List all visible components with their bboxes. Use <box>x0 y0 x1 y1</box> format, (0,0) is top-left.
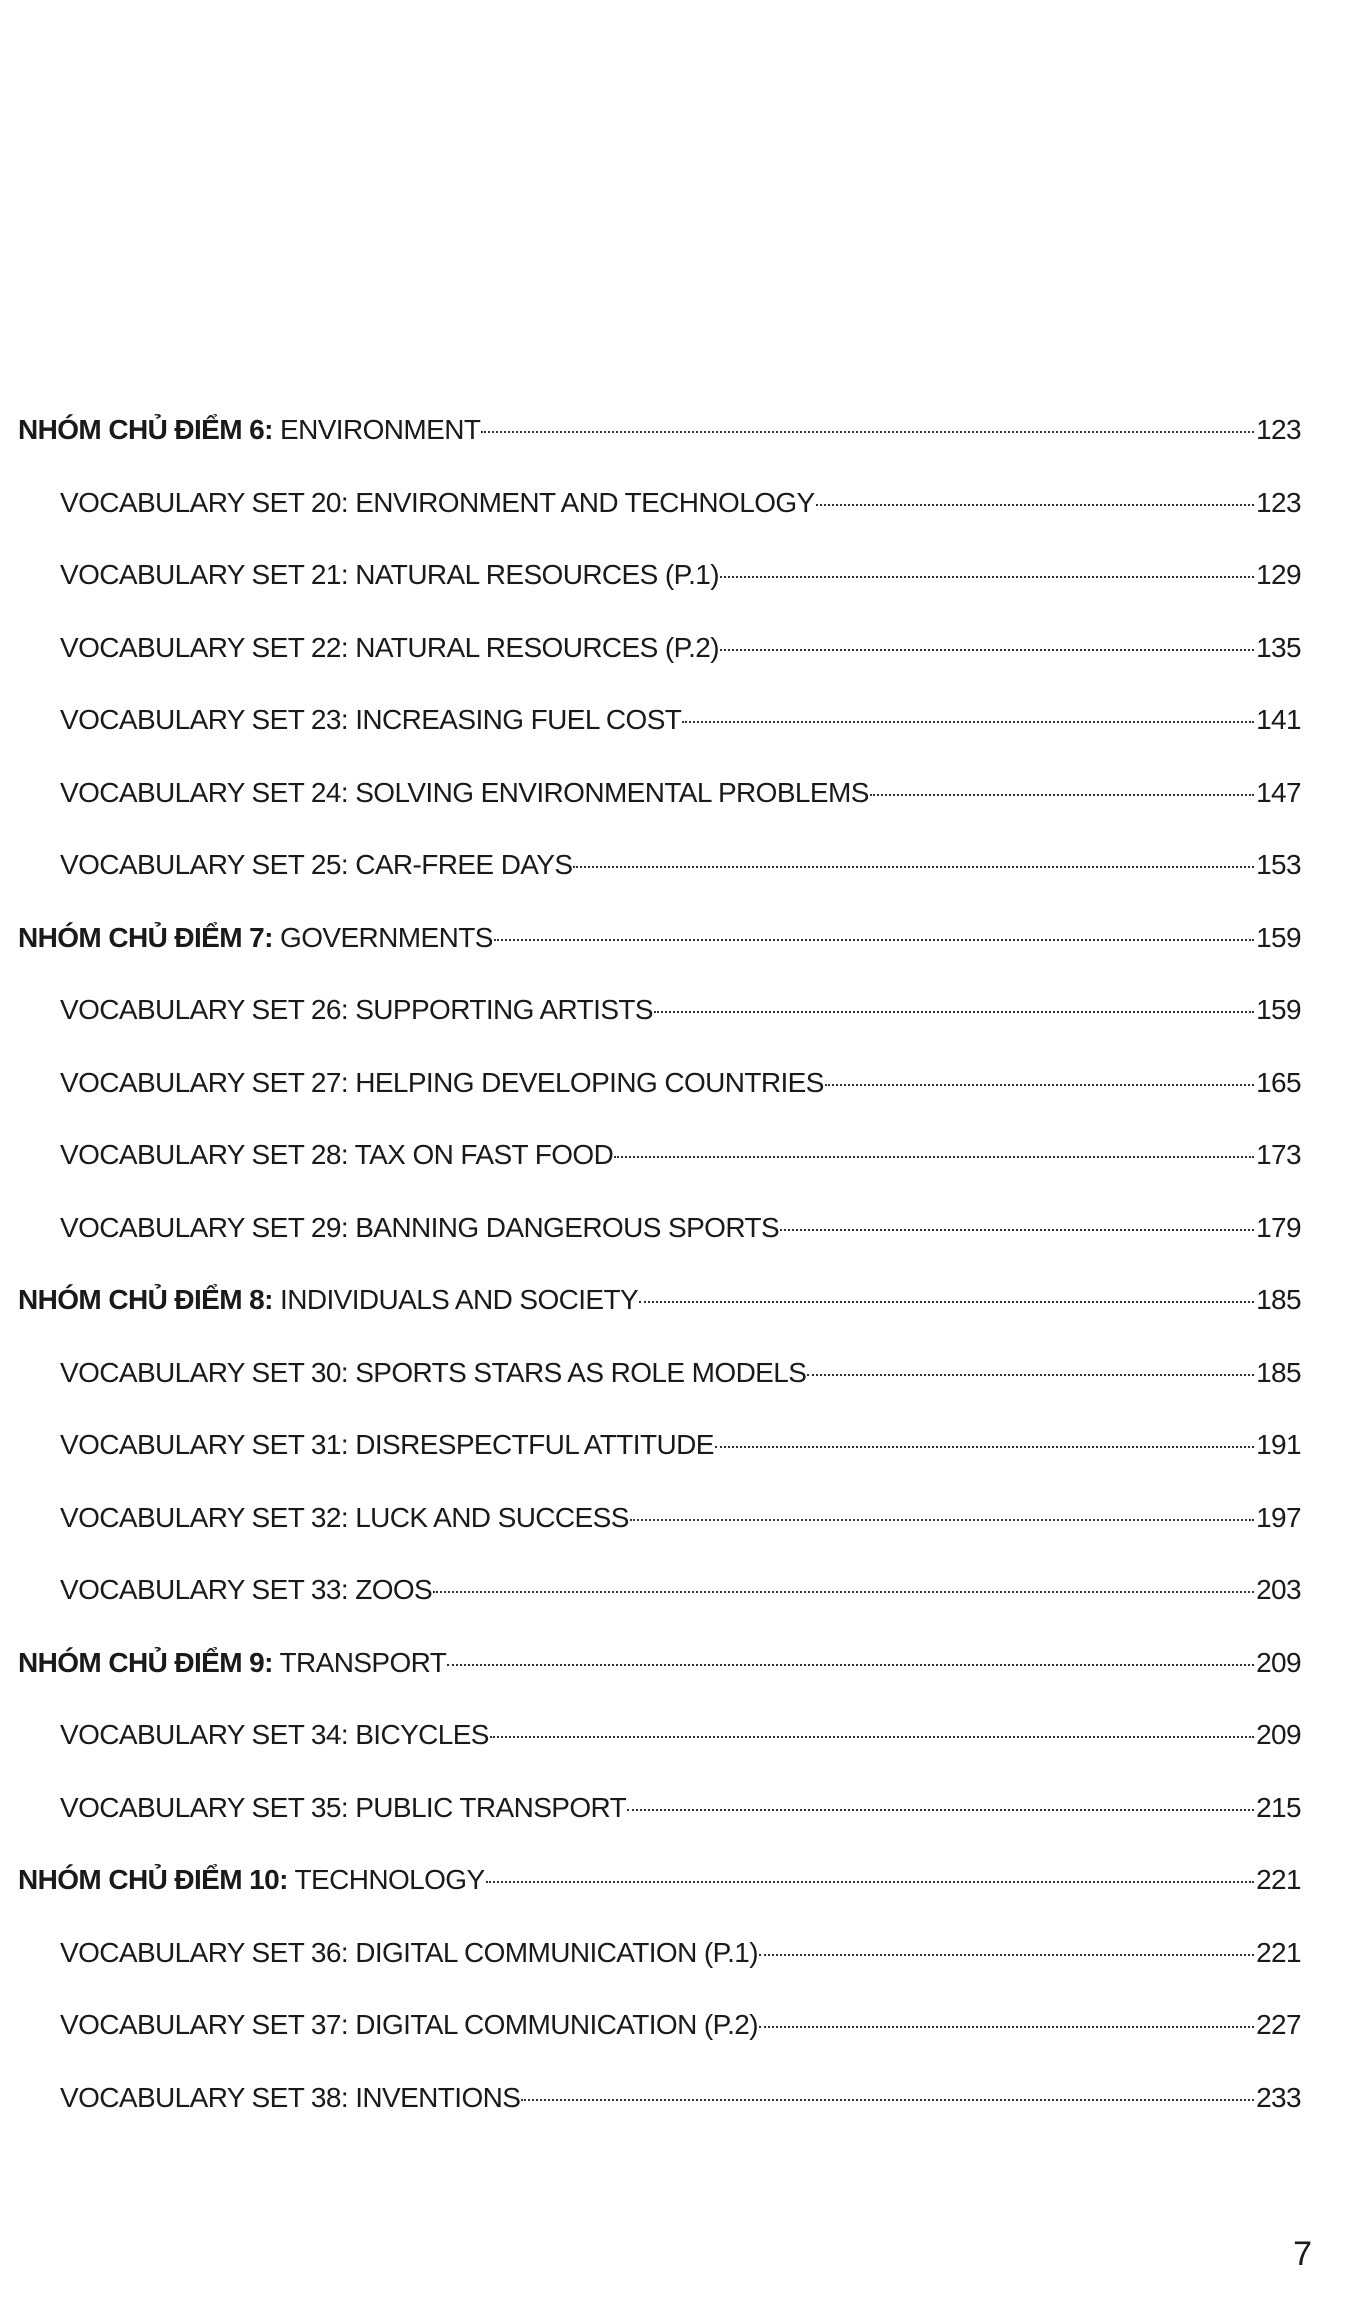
dot-leader <box>720 649 1254 651</box>
page-ref: 147 <box>1256 776 1301 808</box>
dot-leader <box>807 1374 1254 1376</box>
toc-entry[interactable] <box>0 1719 1359 1792</box>
toc-entry[interactable] <box>0 1357 1359 1430</box>
page-ref: 215 <box>1256 1791 1301 1823</box>
toc-entry[interactable] <box>0 704 1359 777</box>
entry-label: VOCABULARY SET 29: BANNING DANGEROUS SPORTS <box>60 1211 780 1243</box>
toc-group-heading[interactable] <box>0 414 1359 487</box>
dot-leader <box>639 1301 1254 1303</box>
page-ref: 141 <box>1256 704 1301 735</box>
dot-leader <box>759 1954 1254 1956</box>
page-ref: 123 <box>1256 414 1301 445</box>
dot-leader <box>433 1591 1254 1593</box>
entry-label: VOCABULARY SET 28: TAX ON FAST FOOD <box>60 1139 614 1170</box>
page-ref: 185 <box>1256 1284 1301 1315</box>
toc-entry[interactable] <box>0 632 1359 705</box>
entry-label: VOCABULARY SET 20: ENVIRONMENT AND TECHNOLOGY <box>60 486 815 518</box>
toc-entry[interactable] <box>0 1212 1359 1285</box>
page-ref: 179 <box>1256 1211 1301 1243</box>
group-prefix: NHÓM CHỦ ĐIỂM 9: <box>18 1646 273 1678</box>
entry-label: VOCABULARY SET 32: LUCK AND SUCCESS <box>60 1501 629 1533</box>
group-title: INDIVIDUALS AND SOCIETY <box>272 1284 639 1315</box>
page-ref: 165 <box>1256 1066 1301 1098</box>
toc-entry[interactable] <box>0 1502 1359 1575</box>
entry-label: VOCABULARY SET 30: SPORTS STARS AS ROLE MODELS <box>60 1356 807 1388</box>
entry-label: VOCABULARY SET 31: DISRESPECTFUL ATTITUDE <box>60 1429 714 1460</box>
entry-label: VOCABULARY SET 26: SUPPORTING ARTISTS <box>60 994 653 1025</box>
page-ref: 227 <box>1256 2009 1301 2040</box>
dot-leader <box>573 866 1254 868</box>
entry-label: VOCABULARY SET 36: DIGITAL COMMUNICATION (P.1) <box>60 1936 758 1968</box>
entry-label: VOCABULARY SET 37: DIGITAL COMMUNICATION (P.2) <box>60 2009 758 2040</box>
page-ref: 197 <box>1256 1501 1301 1533</box>
dot-leader <box>654 1011 1254 1013</box>
group-prefix: NHÓM CHỦ ĐIỂM 7: <box>18 921 273 953</box>
toc-entry[interactable] <box>0 994 1359 1067</box>
entry-label: VOCABULARY SET 24: SOLVING ENVIRONMENTAL PROBLEMS <box>60 776 869 808</box>
toc-group-heading[interactable] <box>0 1284 1359 1357</box>
dot-leader <box>481 431 1254 433</box>
toc-entry[interactable] <box>0 1937 1359 2010</box>
dot-leader <box>494 939 1254 941</box>
page-ref: 153 <box>1256 849 1301 880</box>
entry-label: VOCABULARY SET 27: HELPING DEVELOPING COUNTRIES <box>60 1066 824 1098</box>
table-of-contents <box>0 414 1359 2154</box>
entry-label: VOCABULARY SET 33: ZOOS <box>60 1574 433 1605</box>
page-ref: 185 <box>1256 1356 1301 1388</box>
page-ref: 159 <box>1256 994 1301 1025</box>
entry-label: VOCABULARY SET 25: CAR-FREE DAYS <box>60 849 573 880</box>
page-ref: 209 <box>1256 1646 1301 1678</box>
dot-leader <box>521 2099 1254 2101</box>
page-ref: 203 <box>1256 1574 1301 1605</box>
dot-leader <box>627 1809 1254 1811</box>
dot-leader <box>486 1881 1255 1883</box>
dot-leader <box>870 794 1254 796</box>
group-title: TRANSPORT <box>272 1646 447 1678</box>
toc-entry[interactable] <box>0 2009 1359 2082</box>
dot-leader <box>630 1519 1254 1521</box>
page-ref: 135 <box>1256 631 1301 663</box>
group-prefix: NHÓM CHỦ ĐIỂM 8: <box>18 1284 273 1315</box>
toc-entry[interactable] <box>0 1574 1359 1647</box>
dot-leader <box>715 1446 1254 1448</box>
dot-leader <box>816 504 1254 506</box>
entry-label: VOCABULARY SET 35: PUBLIC TRANSPORT <box>60 1791 627 1823</box>
dot-leader <box>759 2026 1254 2028</box>
toc-entry[interactable] <box>0 2082 1359 2155</box>
entry-label: VOCABULARY SET 22: NATURAL RESOURCES (P.2) <box>60 631 719 663</box>
entry-label: VOCABULARY SET 34: BICYCLES <box>60 1719 489 1750</box>
toc-entry[interactable] <box>0 777 1359 850</box>
toc-entry[interactable] <box>0 559 1359 632</box>
page-ref: 221 <box>1256 1864 1301 1895</box>
dot-leader <box>780 1229 1254 1231</box>
dot-leader <box>720 576 1254 578</box>
toc-entry[interactable] <box>0 849 1359 922</box>
toc-group-heading[interactable] <box>0 922 1359 995</box>
page-number: 7 <box>1293 2235 1312 2273</box>
entry-label: VOCABULARY SET 23: INCREASING FUEL COST <box>60 704 682 735</box>
group-title: GOVERNMENTS <box>272 921 493 953</box>
dot-leader <box>825 1084 1254 1086</box>
page-ref: 209 <box>1256 1719 1301 1750</box>
toc-entry[interactable] <box>0 1429 1359 1502</box>
page-ref: 221 <box>1256 1936 1301 1968</box>
page-ref: 123 <box>1256 486 1301 518</box>
toc-entry[interactable] <box>0 1139 1359 1212</box>
dot-leader <box>490 1736 1254 1738</box>
dot-leader <box>447 1664 1254 1666</box>
group-title: TECHNOLOGY <box>287 1864 485 1895</box>
toc-entry[interactable] <box>0 1792 1359 1865</box>
toc-entry[interactable] <box>0 487 1359 560</box>
dot-leader <box>682 721 1254 723</box>
toc-group-heading[interactable] <box>0 1647 1359 1720</box>
entry-label: VOCABULARY SET 38: INVENTIONS <box>60 2081 521 2113</box>
group-prefix: NHÓM CHỦ ĐIỂM 10: <box>18 1864 288 1895</box>
group-prefix: NHÓM CHỦ ĐIỂM 6: <box>18 414 273 445</box>
dot-leader <box>614 1156 1254 1158</box>
entry-label: VOCABULARY SET 21: NATURAL RESOURCES (P.1) <box>60 559 719 590</box>
toc-group-heading[interactable] <box>0 1864 1359 1937</box>
toc-entry[interactable] <box>0 1067 1359 1140</box>
page-ref: 129 <box>1256 559 1301 590</box>
page-ref: 191 <box>1256 1429 1301 1460</box>
page-ref: 173 <box>1256 1139 1301 1170</box>
group-title: ENVIRONMENT <box>272 414 481 445</box>
page-ref: 233 <box>1256 2081 1301 2113</box>
page-ref: 159 <box>1256 921 1301 953</box>
